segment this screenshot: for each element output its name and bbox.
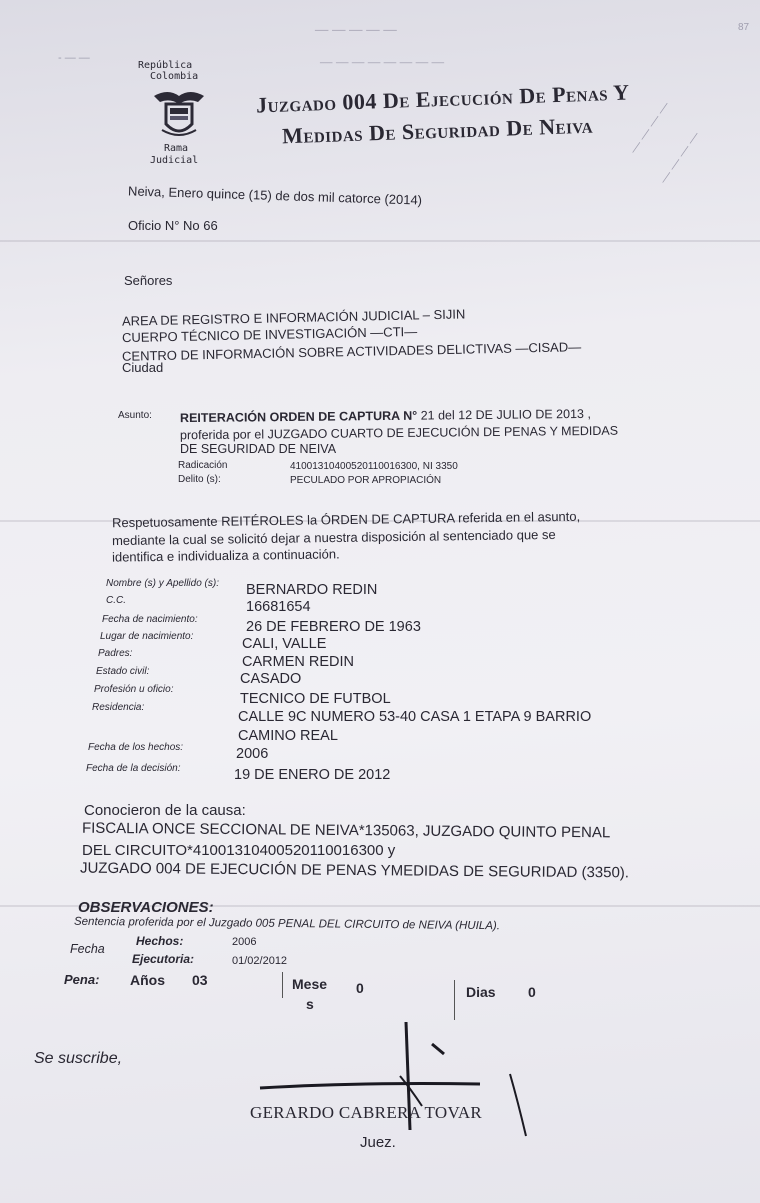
field-value: 16681654 bbox=[246, 599, 311, 615]
dias-value: 0 bbox=[528, 984, 536, 1000]
causa-heading: Conocieron de la causa: bbox=[84, 802, 246, 819]
dias-label: Dias bbox=[466, 984, 496, 1000]
observaciones-heading: OBSERVACIONES: bbox=[78, 899, 214, 916]
ejecutoria-value: 01/02/2012 bbox=[232, 955, 288, 967]
fecha-label: Fecha bbox=[70, 942, 105, 956]
delito-value: PECULADO POR APROPIACIÓN bbox=[290, 475, 442, 486]
field-value: CARMEN REDIN bbox=[242, 654, 354, 670]
meses-label-suffix: s bbox=[306, 996, 314, 1012]
causa-line1: FISCALIA ONCE SECCIONAL DE NEIVA*135063, JUZGADO QUINTO PENAL bbox=[81, 819, 611, 842]
radicacion-label: Radicación bbox=[178, 460, 228, 471]
handwritten-signature bbox=[240, 1018, 540, 1148]
subject-line2: proferida por el JUZGADO CUARTO DE EJECUCIÓN DE PENAS Y MEDIDAS bbox=[179, 423, 619, 443]
field-value: CASADO bbox=[240, 671, 302, 687]
delito-label: Delito (s): bbox=[178, 474, 221, 485]
anos-label: Años bbox=[130, 972, 165, 988]
office-number: Oficio N° No 66 bbox=[128, 218, 218, 233]
subject-line3: DE SEGURIDAD DE NEIVA bbox=[180, 442, 337, 456]
sentence-line: Sentencia proferida por el Juzgado 005 PENAL DEL CIRCUITO de NEIVA (HUILA). bbox=[73, 915, 500, 933]
corner-marks: - — — bbox=[58, 52, 90, 64]
subject-label: Asunto: bbox=[118, 410, 152, 421]
field-value: 19 DE ENERO DE 2012 bbox=[234, 767, 391, 783]
subject-bold: REITERACIÓN ORDEN DE CAPTURA N° bbox=[179, 408, 418, 426]
body-line3: identifica e individualiza a continuación. bbox=[111, 546, 340, 565]
hechos-value: 2006 bbox=[232, 936, 257, 948]
country-line1: República bbox=[138, 60, 193, 71]
signer-title: Juez. bbox=[360, 1134, 396, 1151]
field-label: C.C. bbox=[106, 595, 126, 606]
country-line2: Colombia bbox=[150, 71, 199, 82]
hechos-label: Hechos: bbox=[136, 934, 184, 948]
field-label: Estado civil: bbox=[96, 666, 150, 677]
signer-name: GERARDO CABRERA TOVAR bbox=[250, 1103, 483, 1122]
faded-handwriting: — — — — bbox=[656, 128, 704, 187]
meses-value: 0 bbox=[356, 980, 364, 996]
suscribe-line: Se suscribe, bbox=[34, 1050, 123, 1067]
body-line2: mediante la cual se solicitó dejar a nuestra disposición al sentenciado que se bbox=[111, 526, 556, 549]
faded-handwriting: — — — — — — — — bbox=[320, 55, 445, 70]
field-value: CAMINO REAL bbox=[238, 728, 338, 744]
faded-handwriting: — — — — — bbox=[315, 22, 397, 38]
salutation: Señores bbox=[124, 273, 173, 288]
subject-line1 bbox=[180, 407, 591, 425]
radicacion-value: 41001310400520110016300, NI 3350 bbox=[290, 461, 458, 472]
field-label: Fecha de la decisión: bbox=[86, 763, 181, 774]
field-label: Padres: bbox=[98, 648, 133, 659]
field-label: Lugar de nacimiento: bbox=[100, 631, 194, 642]
divider bbox=[454, 980, 455, 1020]
field-label: Fecha de nacimiento: bbox=[102, 614, 198, 625]
recipient-city: Ciudad bbox=[122, 360, 164, 375]
date-line: Neiva, Enero quince (15) de dos mil catorce (2014) bbox=[127, 183, 423, 208]
body-line1: Respetuosamente REITÉROLES la ÓRDEN DE CAPTURA referida en el asunto, bbox=[111, 508, 581, 531]
branch-line2: Judicial bbox=[150, 155, 199, 166]
recipient-line: CUERPO TÉCNICO DE INVESTIGACIÓN —CTI— bbox=[121, 323, 418, 346]
subject-rest: 21 del 12 DE JULIO DE 2013 , bbox=[420, 406, 591, 423]
field-value: CALI, VALLE bbox=[242, 636, 327, 652]
field-value: BERNARDO REDIN bbox=[246, 582, 378, 598]
field-label: Profesión u oficio: bbox=[94, 684, 174, 695]
divider bbox=[282, 972, 283, 998]
pena-label: Pena: bbox=[64, 972, 100, 987]
field-value: TECNICO DE FUTBOL bbox=[240, 691, 391, 707]
field-value: 2006 bbox=[236, 746, 269, 762]
paper-fold bbox=[0, 240, 760, 242]
coat-of-arms-icon bbox=[150, 86, 208, 142]
field-label: Fecha de los hechos: bbox=[88, 742, 184, 753]
field-label: Residencia: bbox=[92, 702, 145, 713]
page-number: 87 bbox=[738, 22, 750, 33]
causa-line3: JUZGADO 004 DE EJECUCIÓN DE PENAS YMEDIDAS DE SEGURIDAD (3350). bbox=[79, 859, 630, 882]
recipient-line: CENTRO DE INFORMACIÓN SOBRE ACTIVIDADES DELICTIVAS —CISAD— bbox=[121, 339, 582, 364]
faded-handwriting: — — — — bbox=[626, 98, 674, 157]
recipient-line: AREA DE REGISTRO E INFORMACIÓN JUDICIAL – SIJIN bbox=[121, 306, 466, 329]
meses-label: Mese bbox=[292, 976, 328, 992]
field-label: Nombre (s) y Apellido (s): bbox=[106, 578, 219, 589]
anos-value: 03 bbox=[192, 972, 208, 988]
ejecutoria-label: Ejecutoria: bbox=[132, 952, 195, 966]
branch-line1: Rama bbox=[164, 143, 189, 154]
field-value: 26 DE FEBRERO DE 1963 bbox=[246, 619, 421, 635]
court-title-line1: Juzgado 004 De Ejecución De Penas Y bbox=[255, 79, 630, 118]
field-value: CALLE 9C NUMERO 53-40 CASA 1 ETAPA 9 BARRIO bbox=[238, 709, 592, 725]
court-title-line2: Medidas De Seguridad De Neiva bbox=[281, 112, 594, 149]
causa-line2: DEL CIRCUITO*41001310400520110016300 y bbox=[82, 842, 396, 859]
